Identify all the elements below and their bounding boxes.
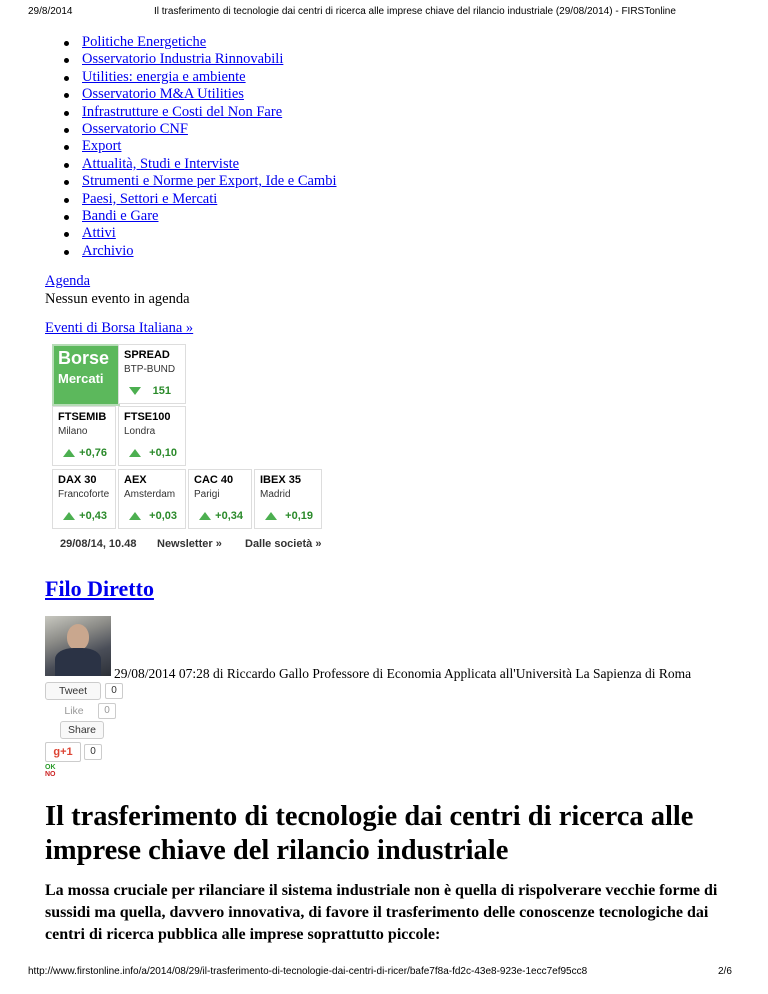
- market-value: +0,34: [215, 510, 243, 522]
- print-date: 29/8/2014: [28, 6, 73, 17]
- share-button[interactable]: Share: [60, 721, 104, 739]
- nav-link-utilities[interactable]: Utilities: energia e ambiente: [82, 68, 246, 85]
- trend-up-icon: [63, 512, 75, 520]
- market-box-dax[interactable]: [52, 469, 116, 529]
- trend-up-icon: [129, 512, 141, 520]
- author-body: [55, 648, 101, 676]
- article-byline: 29/08/2014 07:28 di Riccardo Gallo Professore di Economia Applicata all'Università La Sapienza di Roma: [114, 666, 692, 681]
- nav-item[interactable]: [64, 69, 337, 86]
- nav-item[interactable]: [64, 191, 337, 208]
- nav-link-attualita[interactable]: Attualità, Studi e Interviste: [82, 155, 240, 172]
- nav-item[interactable]: [64, 243, 337, 260]
- newsletter-link[interactable]: Newsletter »: [157, 538, 222, 550]
- market-value: +0,43: [79, 510, 107, 522]
- nav-link-infrastrutture[interactable]: Infrastrutture e Costi del Non Fare: [82, 103, 283, 120]
- market-box-aex[interactable]: [118, 469, 186, 529]
- nav-link-politiche-energetiche[interactable]: Politiche Energetiche: [82, 34, 207, 50]
- nav-item[interactable]: [64, 121, 337, 138]
- no-label: NO: [45, 771, 56, 778]
- nav-item[interactable]: [64, 225, 337, 242]
- eventi-borsa-link[interactable]: Eventi di Borsa Italiana »: [45, 320, 194, 336]
- print-page-number: 2/6: [718, 966, 732, 977]
- tweet-count: 0: [105, 683, 123, 699]
- market-city: Madrid: [260, 489, 291, 500]
- dalle-societa-link[interactable]: Dalle società »: [245, 538, 322, 550]
- author-face: [67, 624, 89, 650]
- nav-item[interactable]: [64, 34, 337, 51]
- like-button[interactable]: Like: [64, 705, 84, 717]
- market-city: Amsterdam: [124, 489, 176, 500]
- article-headline: Il trasferimento di tecnologie dai centri di ricerca alle imprese chiave del rilancio industriale: [45, 801, 694, 866]
- market-box-ftsemib[interactable]: [52, 406, 116, 466]
- market-box-ibex[interactable]: [254, 469, 322, 529]
- market-name: AEX: [124, 474, 147, 486]
- borse-mercati-logo[interactable]: [52, 344, 120, 406]
- nav-link-osservatorio-ma-utilities[interactable]: Osservatorio M&A Utilities: [82, 86, 244, 103]
- nav-link-export[interactable]: Export: [82, 138, 122, 155]
- market-box-spread[interactable]: [118, 344, 186, 404]
- gplus-button[interactable]: [45, 742, 81, 762]
- market-name: SPREAD: [124, 349, 170, 361]
- market-box-ftse100[interactable]: [118, 406, 186, 466]
- market-name: IBEX 35: [260, 474, 301, 486]
- nav-item[interactable]: [64, 138, 337, 155]
- market-value: +0,10: [149, 447, 177, 459]
- eventi-borsa: [45, 320, 193, 337]
- nav-item[interactable]: [64, 104, 337, 121]
- print-url: http://www.firstonline.info/a/2014/08/29/il-trasferimento-di-tecnologie-dai-centri-di-ricer/bafe7f8a-fd2c-43e8-923e-1ecc7ef95cc8: [28, 966, 588, 977]
- gplus-label: +1: [60, 746, 73, 758]
- filo-diretto-link[interactable]: Filo Diretto: [45, 576, 154, 601]
- market-city: Milano: [58, 426, 88, 437]
- nav-link-bandi-gare[interactable]: Bandi e Gare: [82, 207, 159, 224]
- nav-link-osservatorio-industria-rinnovabili[interactable]: Osservatorio Industria Rinnovabili: [82, 51, 284, 68]
- market-name: DAX 30: [58, 474, 97, 486]
- trend-up-icon: [265, 512, 277, 520]
- gplus-count: 0: [84, 744, 102, 760]
- author-photo: [45, 616, 111, 676]
- market-sub: BTP-BUND: [124, 364, 176, 375]
- ok-label: OK: [45, 764, 56, 771]
- logo-text-borse: Borse: [58, 348, 110, 368]
- market-city: Parigi: [194, 489, 220, 500]
- trend-up-icon: [129, 449, 141, 457]
- logo-text-mercati: Mercati: [58, 371, 104, 386]
- market-value: +0,03: [149, 510, 177, 522]
- tweet-button[interactable]: Tweet: [45, 682, 101, 700]
- nav-link-attivi[interactable]: Attivi: [82, 225, 116, 242]
- nav-link-archivio[interactable]: Archivio: [82, 242, 134, 259]
- nav-link-strumenti-norme[interactable]: Strumenti e Norme per Export, Ide e Cambi: [82, 173, 337, 190]
- print-page-title: Il trasferimento di tecnologie dai centri di ricerca alle imprese chiave del rilancio industriale (29/08/2014) - FIRSTonline: [154, 6, 676, 17]
- section-nav: [64, 34, 337, 260]
- market-value: +0,19: [285, 510, 313, 522]
- section-title: [45, 576, 154, 602]
- market-name: FTSE100: [124, 411, 171, 423]
- nav-item[interactable]: [64, 156, 337, 173]
- market-city: Francoforte: [58, 489, 110, 500]
- market-name: CAC 40: [194, 474, 234, 486]
- nav-item[interactable]: [64, 208, 337, 225]
- trend-up-icon: [63, 449, 75, 457]
- trend-up-icon: [199, 512, 211, 520]
- agenda-link[interactable]: Agenda: [45, 273, 91, 289]
- nav-item[interactable]: [64, 173, 337, 190]
- agenda-block: [45, 272, 190, 308]
- market-name: FTSEMIB: [58, 411, 107, 423]
- like-count: 0: [98, 703, 116, 719]
- gplus-icon: g: [53, 746, 61, 758]
- nav-item[interactable]: [64, 86, 337, 103]
- nav-item[interactable]: [64, 51, 337, 68]
- market-value: +0,76: [79, 447, 107, 459]
- agenda-empty-text: Nessun evento in agenda: [45, 291, 190, 307]
- trend-down-icon: [129, 387, 141, 395]
- nav-link-paesi-settori[interactable]: Paesi, Settori e Mercati: [82, 190, 218, 207]
- nav-link-osservatorio-cnf[interactable]: Osservatorio CNF: [82, 120, 188, 137]
- market-timestamp: 29/08/14, 10.48: [60, 538, 137, 550]
- article-lead: La mossa cruciale per rilanciare il sistema industriale non è quella di rispolverare vecchie forme di sussidi ma quella, davvero innovativa, di favore il trasferimento delle conoscenze tecnologiche dai centri di ricerca pubblica alle imprese soprattutto piccole:: [45, 882, 718, 943]
- oknotizie-widget[interactable]: [45, 764, 56, 778]
- market-city: Londra: [124, 426, 156, 437]
- market-box-cac[interactable]: [188, 469, 252, 529]
- market-value: 151: [152, 385, 171, 397]
